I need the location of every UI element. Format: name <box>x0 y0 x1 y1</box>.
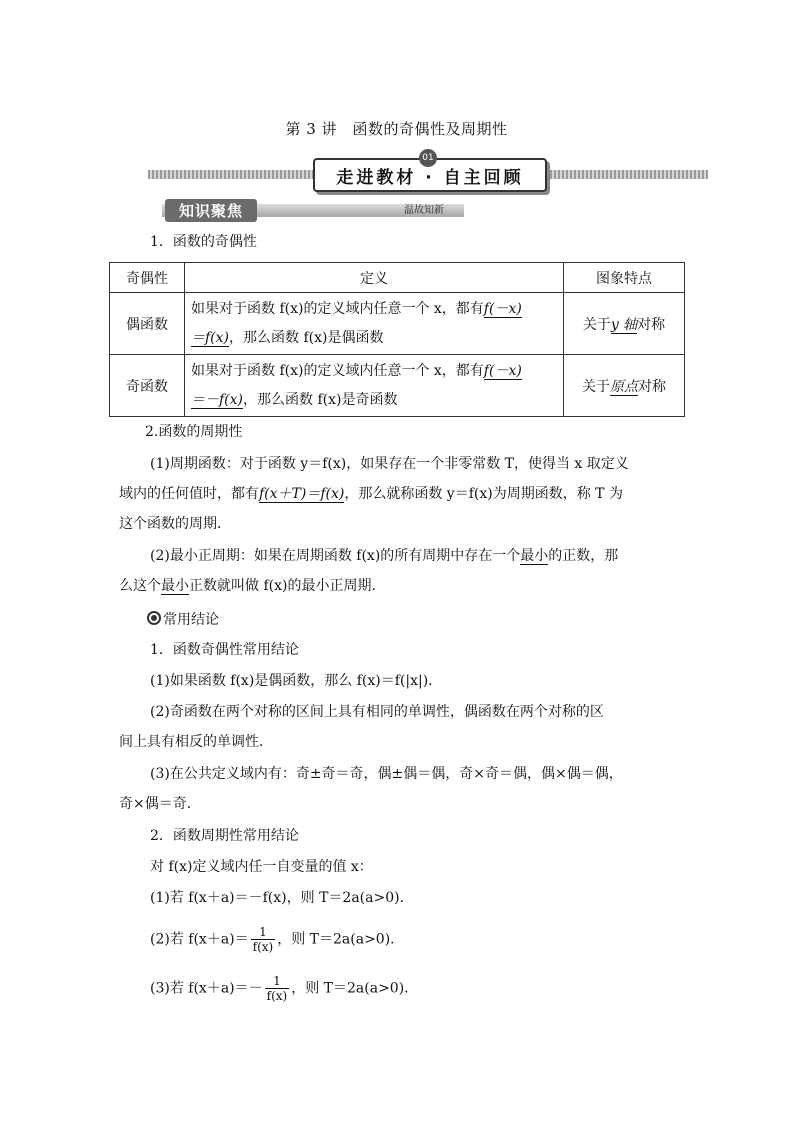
banner-rule-right <box>546 170 708 179</box>
table-header-cell: 奇偶性 <box>110 263 185 293</box>
period-line: (1)周期函数：对于函数 y＝f(x)，如果存在一个非零常数 T，使得当 x 取定义 <box>150 456 629 472</box>
table-cell-type: 偶函数 <box>110 293 185 355</box>
period-text: 正数就叫做 f(x)的最小正周期． <box>189 578 386 594</box>
period-line <box>119 484 623 504</box>
conclusion-line: (1)若 f(x＋a)＝－f(x)，则 T＝2a(a>0)． <box>150 890 414 906</box>
formula-text: (2)若 f(x＋a)＝ <box>150 931 249 948</box>
period-text: 域内的任何值时，都有 <box>119 486 259 502</box>
table-cell-type: 奇函数 <box>110 355 185 417</box>
lesson-title: 第 3 讲 函数的奇偶性及周期性 <box>285 120 508 138</box>
table-row <box>110 355 685 417</box>
fill-blank: f(－x) <box>483 300 522 317</box>
fill-blank: ＝f(x) <box>191 329 230 346</box>
conclusion-line: 间上具有相反的单调性． <box>119 734 273 750</box>
parity-table <box>109 262 685 417</box>
period-text: 么这个 <box>119 578 161 594</box>
period-line <box>150 546 618 566</box>
definition-text: ，那么函数 f(x)是奇函数 <box>243 391 398 408</box>
fraction-numerator: 1 <box>251 925 276 940</box>
feature-text: 对称 <box>638 378 666 395</box>
heading-parity-conclusions: 1．函数奇偶性常用结论 <box>150 642 299 658</box>
fill-blank: f(x＋T)＝f(x) <box>259 486 345 502</box>
fraction <box>265 974 290 1003</box>
definition-text: 如果对于函数 f(x)的定义域内任意一个 x，都有 <box>191 362 484 379</box>
common-label-text: 常用结论 <box>163 612 219 628</box>
target-circle-icon <box>147 611 161 625</box>
fraction-denominator: f(x) <box>266 989 288 1003</box>
period-text: ，那么就称函数 y＝f(x)为周期函数，称 T 为 <box>344 486 623 502</box>
formula-text: ，则 T＝2a(a>0)． <box>277 931 405 948</box>
definition-text: 如果对于函数 f(x)的定义域内任意一个 x，都有 <box>191 300 484 317</box>
feature-text: 关于 <box>582 378 610 395</box>
heading-period-conclusions: 2．函数周期性常用结论 <box>150 828 299 844</box>
table-cell-feature <box>564 355 685 417</box>
common-conclusions-label <box>147 610 219 630</box>
heading-parity: 1．函数的奇偶性 <box>150 234 257 250</box>
table-row <box>110 293 685 355</box>
period-line <box>119 576 385 596</box>
period-line: 这个函数的周期． <box>119 516 231 532</box>
banner-rule-left <box>148 170 314 179</box>
conclusion-line <box>150 974 418 1003</box>
fill-blank: y 轴 <box>610 316 638 333</box>
formula-text: ，则 T＝2a(a>0)． <box>291 980 419 997</box>
table-header-cell: 定义 <box>185 263 564 293</box>
table-cell-definition <box>185 293 564 355</box>
fill-blank: 最小 <box>161 578 189 594</box>
table-header-row <box>110 263 685 293</box>
period-text: 的正数，那 <box>548 548 619 564</box>
fill-blank: 原点 <box>610 378 638 395</box>
table-cell-feature <box>564 293 685 355</box>
conclusion-line: (3)在公共定义域内有：奇±奇＝奇，偶±偶＝偶，奇×奇＝偶，偶×偶＝偶， <box>150 766 623 782</box>
table-cell-definition <box>185 355 564 417</box>
section-banner: 走进教材 · 自主回顾 <box>313 158 547 192</box>
fill-blank: 最小 <box>520 548 549 564</box>
period-text: (2)最小正周期：如果在周期函数 f(x)的所有周期中存在一个 <box>150 548 521 564</box>
fill-blank: f(－x) <box>483 362 522 379</box>
table-header-cell: 图象特点 <box>564 263 685 293</box>
definition-text: ，那么函数 f(x)是偶函数 <box>229 329 384 346</box>
conclusion-line: (2)奇函数在两个对称的区间上具有相同的单调性，偶函数在两个对称的区 <box>150 704 604 720</box>
heading-periodicity: 2.函数的周期性 <box>145 424 243 440</box>
conclusion-line: 对 f(x)定义域内任一自变量的值 x： <box>150 859 373 875</box>
fraction-denominator: f(x) <box>252 940 274 954</box>
conclusion-line <box>150 925 404 954</box>
fraction <box>251 925 276 954</box>
section-bar-subtitle: 温故知新 <box>404 205 444 216</box>
banner-number-badge: 01 <box>419 149 437 167</box>
feature-text: 关于 <box>582 316 611 333</box>
formula-text: (3)若 f(x＋a)＝－ <box>150 980 263 997</box>
conclusion-line: (1)如果函数 f(x)是偶函数，那么 f(x)＝f(|x|)． <box>150 673 443 689</box>
section-bar-tag: 知识聚焦 <box>165 199 257 222</box>
feature-text: 对称 <box>637 316 666 333</box>
fraction-numerator: 1 <box>265 974 290 989</box>
fill-blank: ＝－f(x) <box>191 391 244 408</box>
conclusion-line: 奇×偶＝奇． <box>119 796 201 812</box>
